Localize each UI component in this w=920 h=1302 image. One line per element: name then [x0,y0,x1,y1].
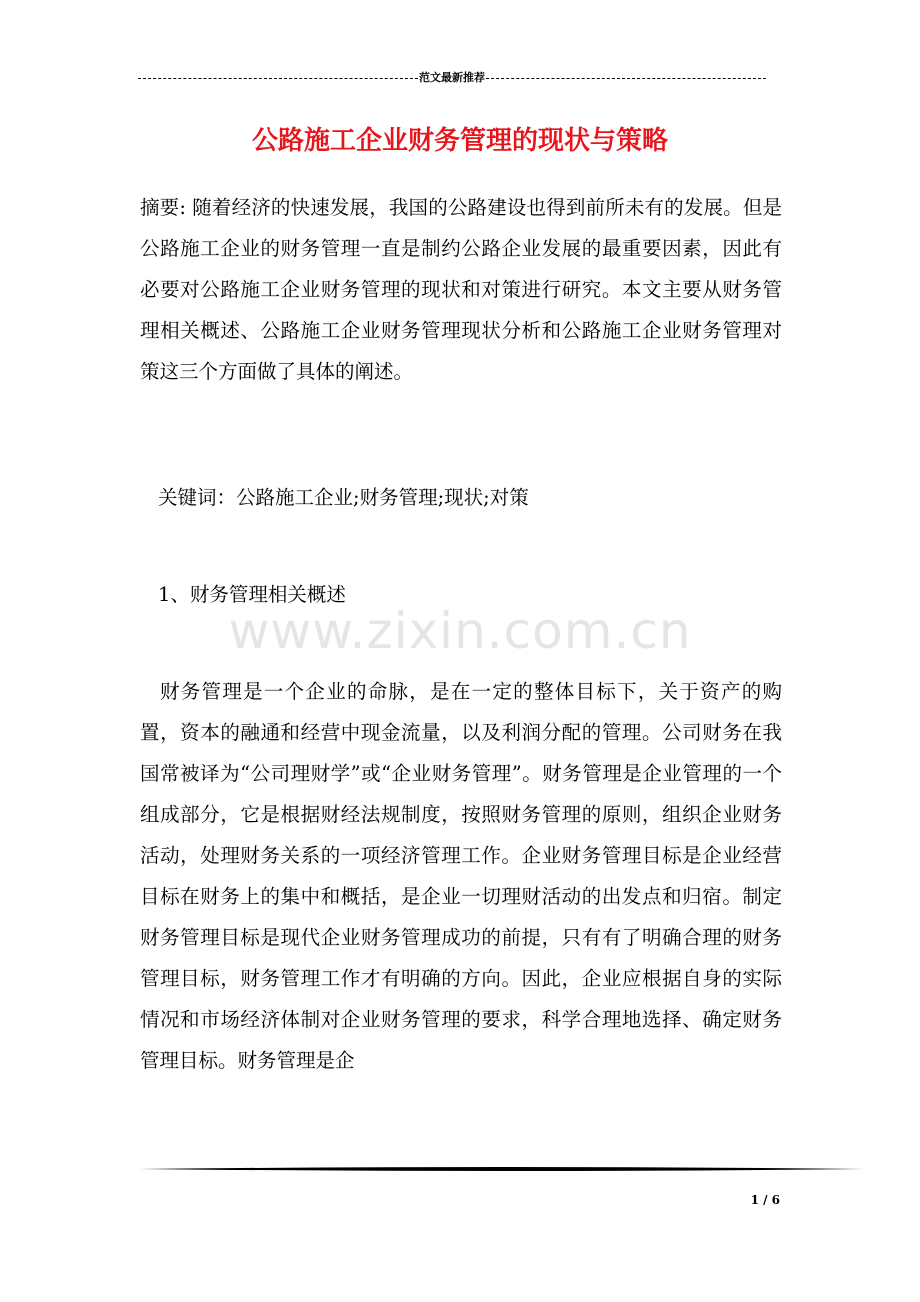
header-dash-left [138,78,418,79]
document-title: 公路施工企业财务管理的现状与策略 [251,126,668,156]
abstract-paragraph: 摘要: 随着经济的快速发展，我国的公路建设也得到前所未有的发展。但是公路施工企业的财务管理一直是制约公路企业发展的最重要因素，因此有必要对公路施工企业财务管理的现状和对策进行研究。本文主要从财务管理相关概述、公路施工企业财务管理现状分析和公路施工企业财务管理对策这三个方面做了具体的阐述。 [140,196,782,383]
section-heading: 1、财务管理相关概述 [158,583,346,606]
header-rule [138,70,766,86]
header-label: 范文最新推荐 [419,71,485,84]
body-paragraph: 财务管理是一个企业的命脉，是在一定的整体目标下，关于资产的购置，资本的融通和经营中现金流量，以及利润分配的管理。公司财务在我国常被译为“公司理财学”或“企业财务管理”。财务管理是企业管理的一个组成部分，它是根据财经法规制度，按照财务管理的原则，组织企业财务活动，处理财务关系的一项经济管理工作。企业财务管理目标是企业经营目标在财务上的集中和概括，是企业一切理财活动的出发点和归宿。制定财务管理目标是现代企业财务管理成功的前提，只有有了明确合理的财务管理目标，财务管理工作才有明确的方向。因此，企业应根据自身的实际情况和市场经济体制对企业财务管理的要求，科学合理地选择、确定财务管理目标。财务管理是企 [140,680,782,1072]
header-dash-right [486,78,766,79]
keywords-line: 关键词：公路施工企业;财务管理;现状;对策 [158,486,529,509]
watermark: www.zixin.com.cn [228,602,692,660]
page-number: 1 / 6 [750,1193,780,1207]
footer-divider [140,1166,864,1172]
